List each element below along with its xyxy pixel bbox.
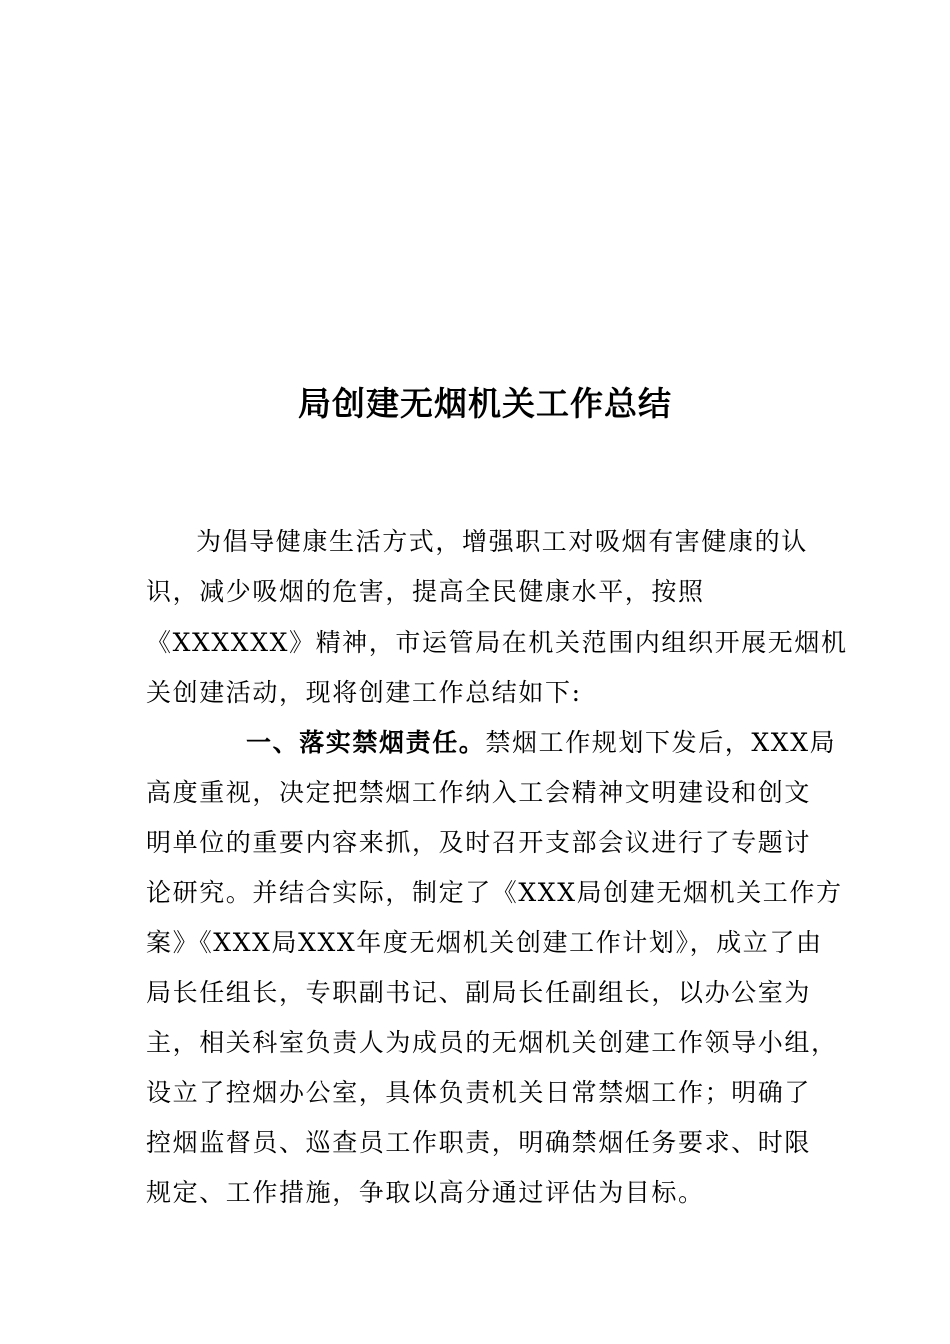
intro-line-4: 关创建活动，现将创建工作总结如下: (146, 678, 582, 707)
section1-first-line-text: 禁烟工作规划下发后，XXX局 (485, 728, 837, 757)
section1-line-3: 明单位的重要内容来抓，及时召开支部会议进行了专题讨 (146, 828, 812, 857)
intro-line-2: 识，减少吸烟的危害，提高全民健康水平，按照 (146, 577, 705, 606)
section1-line-4: 论研究。并结合实际，制定了《XXX局创建无烟机关工作方 (146, 878, 843, 907)
intro-line-3: 《XXXXXX》精神，市运管局在机关范围内组织开展无烟机 (146, 628, 848, 657)
section1-line-10: 规定、工作措施，争取以高分通过评估为目标。 (146, 1178, 705, 1207)
section1-line-6: 局长任组长，专职副书记、副局长任副组长，以办公室为 (146, 978, 812, 1007)
section1-line-5: 案》《XXX局XXX年度无烟机关创建工作计划》，成立了由 (146, 928, 823, 957)
section1-heading: 一、落实禁烟责任。 (246, 728, 486, 757)
section1-line-8: 设立了控烟办公室，具体负责机关日常禁烟工作；明确了 (146, 1078, 812, 1107)
section1-line-2: 高度重视，决定把禁烟工作纳入工会精神文明建设和创文 (146, 778, 812, 807)
section1-first-line (246, 728, 836, 758)
intro-line-1: 为倡导健康生活方式，增强职工对吸烟有害健康的认 (196, 527, 808, 556)
document-title: 局创建无烟机关工作总结 (298, 384, 672, 423)
section1-line-7: 主，相关科室负责人为成员的无烟机关创建工作领导小组， (146, 1028, 838, 1057)
section1-line-9: 控烟监督员、巡查员工作职责，明确禁烟任务要求、时限 (146, 1128, 812, 1157)
